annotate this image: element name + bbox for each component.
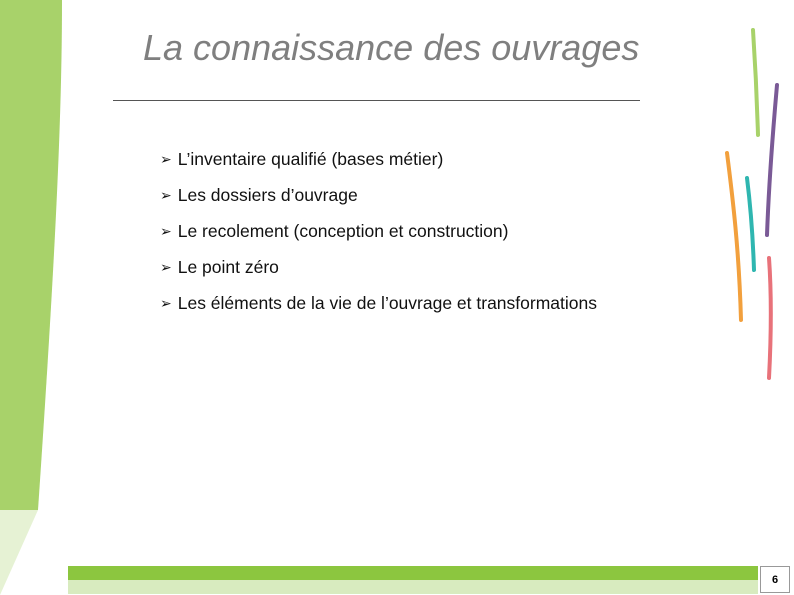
bullet-item [160, 184, 610, 209]
arrow-right-icon: ➢ [160, 188, 172, 204]
bullet-item [160, 256, 610, 281]
bullet-text: Le point zéro [177, 257, 279, 277]
bullet-list [160, 148, 610, 328]
bullet-text: L’inventaire qualifié (bases métier) [177, 149, 444, 169]
left-green-band [0, 0, 70, 595]
arrow-right-icon: ➢ [160, 296, 172, 312]
bullet-item [160, 292, 610, 317]
bullet-text: Les éléments de la vie de l’ouvrage et transformations [177, 293, 597, 313]
decorative-strokes [715, 20, 785, 390]
bullet-item [160, 148, 610, 173]
page-number: 6 [760, 566, 790, 593]
arrow-right-icon: ➢ [160, 260, 172, 276]
arrow-right-icon: ➢ [160, 152, 172, 168]
bullet-item [160, 220, 610, 245]
title-underline [113, 100, 640, 101]
footer-bar [68, 566, 758, 582]
bullet-text: Les dossiers d’ouvrage [177, 185, 358, 205]
arrow-right-icon: ➢ [160, 224, 172, 240]
slide-title: La connaissance des ouvrages [143, 27, 640, 68]
bullet-text: Le recolement (conception et construction) [177, 221, 509, 241]
